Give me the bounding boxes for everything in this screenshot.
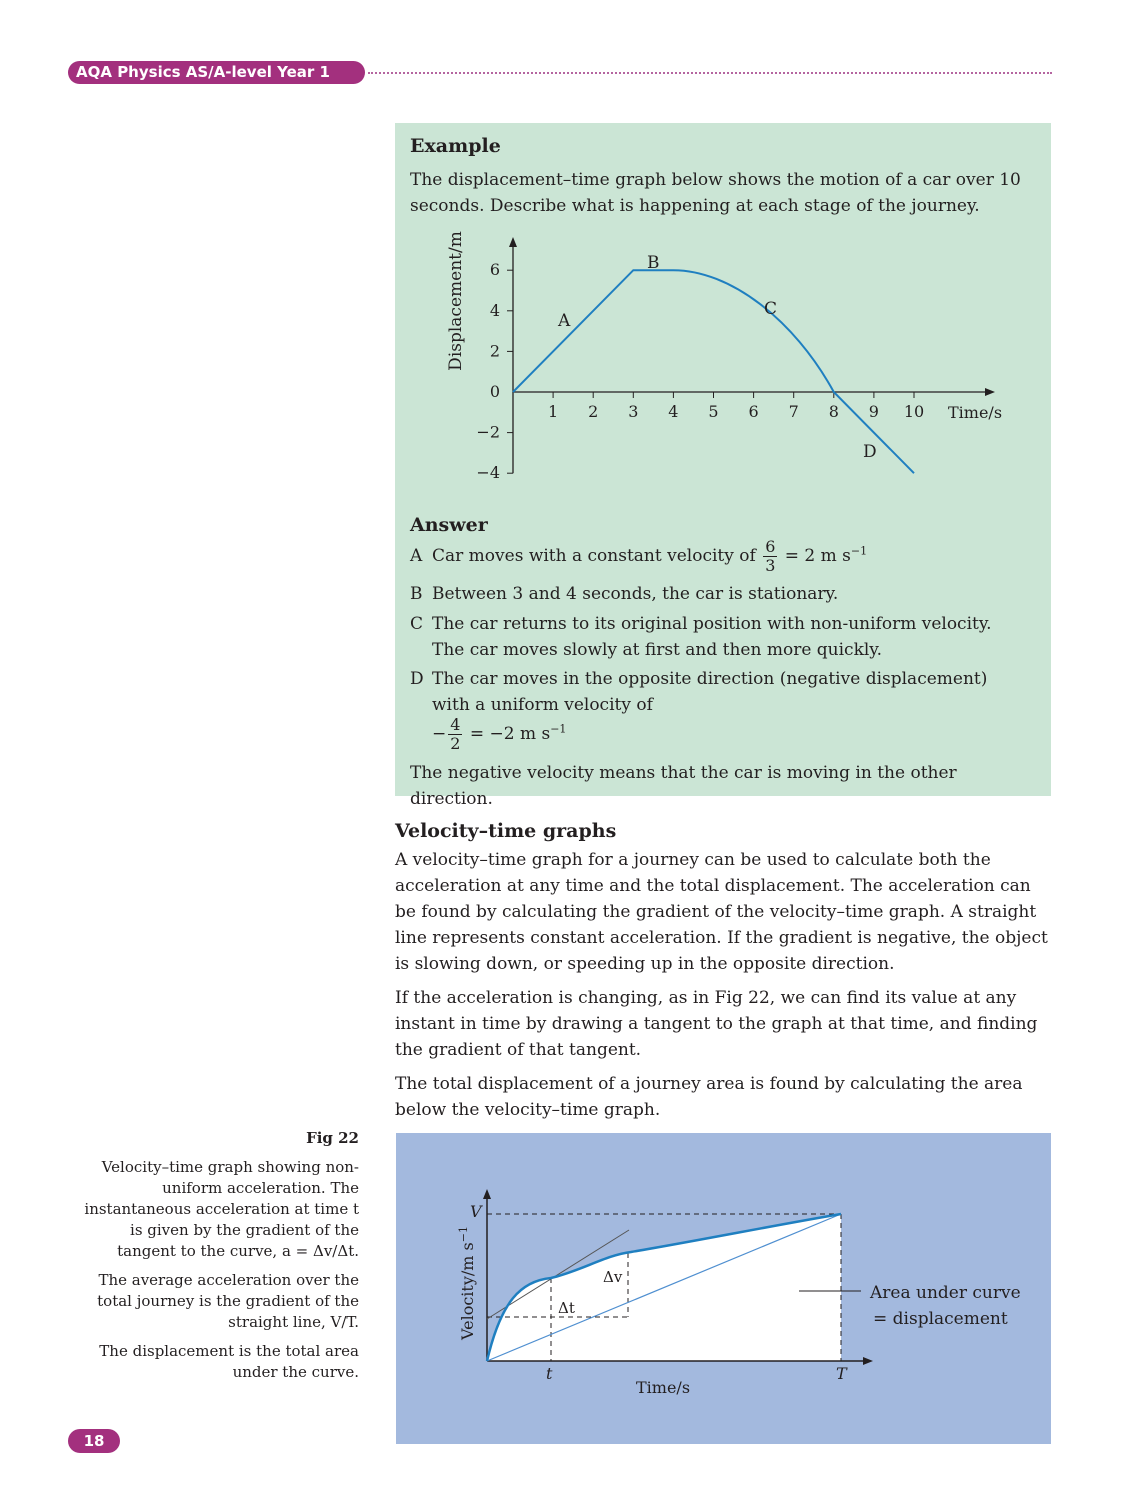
graph1-x-tick-label: 1	[548, 402, 559, 421]
answer-d-text2: with a uniform velocity of	[432, 695, 653, 715]
figure-22-box	[396, 1133, 1051, 1444]
graph1-y-arrow	[509, 237, 517, 247]
graph1-label-b: B	[647, 253, 660, 273]
x-axis-arrow	[863, 1357, 873, 1365]
answer-title: Answer	[410, 514, 488, 536]
answer-conclusion: The negative velocity means that the car is moving in the other direction.	[410, 763, 957, 809]
answer-a-denominator: 3	[765, 556, 776, 575]
graph1-label-a: A	[558, 311, 571, 331]
answer-b-text: Between 3 and 4 seconds, the car is stationary.	[432, 584, 839, 604]
answer-c-text2: The car moves slowly at first and then more quickly.	[432, 640, 883, 660]
y-axis-arrow	[483, 1189, 491, 1199]
graph1-label-d: D	[863, 442, 877, 462]
graph1-x-arrow	[985, 388, 995, 396]
graph1-x-tick-label: 9	[868, 402, 879, 421]
t-small-label: t	[546, 1364, 553, 1383]
graph1-x-tick-label: 8	[828, 402, 839, 421]
answer-a-fraction	[763, 538, 777, 575]
figure-caption-1: Velocity–time graph showing non-uniform acceleration. The instantaneous acceleration at time t is given by the gradient of the tangent to the curve, a = Δv/Δt.	[84, 1158, 359, 1260]
section-paragraph-3: The total displacement of a journey area is found by calculating the area below the velocity–time graph.	[395, 1074, 1023, 1120]
answer-a-numerator: 6	[765, 537, 776, 556]
answer-c	[410, 611, 1040, 663]
y-axis-label-exponent: −1	[457, 1226, 470, 1243]
book-title-tab: AQA Physics AS/A-level Year 1	[68, 61, 365, 84]
graph1-x-tick-label: 3	[628, 402, 639, 421]
graph1-xlabel: Time/s	[948, 403, 1003, 422]
example-title: Example	[410, 135, 501, 157]
answer-d-exponent: −1	[550, 722, 567, 736]
graph1-y-tick-label: 4	[489, 300, 500, 320]
answer-d-equation	[410, 716, 1040, 753]
answer-a-result: = 2 m s	[784, 546, 851, 566]
graph1-x-tick-label: 10	[903, 402, 925, 421]
graph1-x-tick-label: 2	[588, 402, 599, 421]
x-axis-label: Time/s	[636, 1378, 691, 1397]
section-heading: Velocity–time graphs	[395, 820, 617, 842]
answer-a-exponent: −1	[850, 544, 868, 558]
answer-a-letter: A	[410, 546, 423, 566]
figure-label: Fig 22	[306, 1129, 359, 1147]
answer-c-letter: C	[410, 614, 424, 634]
graph1-axes	[509, 237, 995, 473]
figure-caption	[80, 1128, 359, 1391]
answer-c-text1: The car returns to its original position with non-uniform velocity.	[432, 614, 992, 634]
answer-d-sign: −	[432, 724, 447, 744]
t-capital-label: T	[836, 1364, 847, 1383]
graph1-y-tick-label: −2	[476, 422, 500, 442]
page-number: 18	[68, 1429, 120, 1453]
graph1-y-tick-label: 2	[489, 341, 500, 361]
example-prompt: The displacement–time graph below shows the motion of a car over 10 seconds. Describe what is happening at each stage of the journey.	[410, 170, 1021, 216]
graph1-x-tick-label: 7	[788, 402, 799, 421]
figure-caption-3: The displacement is the total area under the curve.	[99, 1342, 359, 1381]
answer-d	[410, 666, 1040, 753]
velocity-time-graph	[396, 1133, 1051, 1444]
section-paragraph-2: If the acceleration is changing, as in Fig 22, we can find its value at any instant in time by drawing a tangent to the graph at that time, and finding the gradient of that tangent.	[395, 988, 1038, 1060]
graph1-y-tick-label: −4	[476, 463, 500, 483]
graph1-y-tick-label: 6	[489, 260, 500, 280]
graph1-ticks	[476, 260, 924, 482]
graph1-x-tick-label: 4	[668, 402, 679, 421]
answer-d-text1: The car moves in the opposite direction (negative displacement)	[432, 669, 988, 689]
answer-d-letter: D	[410, 669, 424, 689]
graph1-label-c: C	[764, 299, 778, 319]
graph1-x-tick-label: 5	[708, 402, 719, 421]
graph1-y-tick-label: 0	[489, 382, 500, 401]
answer-a-text: Car moves with a constant velocity of	[432, 546, 756, 566]
area-label-line1: Area under curve	[870, 1283, 1021, 1303]
graph1-ylabel: Displacement/m	[446, 231, 466, 371]
y-axis-label	[457, 1226, 477, 1341]
section-paragraph-1: A velocity–time graph for a journey can be used to calculate both the acceleration at any time and the total displacement. The acceleration can be found by calculating the gradient of the velocity–time graph. A straight line represents constant acceleration. If the gradient is negative, the object is slowing down, or speeding up in the opposite direction.	[395, 850, 1048, 974]
answer-d-result: = −2 m s	[469, 724, 551, 744]
v-label: V	[470, 1202, 482, 1221]
header-dotted-rule	[368, 72, 1052, 74]
area-label-line2: = displacement	[873, 1309, 1008, 1329]
figure-caption-2: The average acceleration over the total journey is the gradient of the straight line, V/T.	[97, 1271, 359, 1331]
answer-a	[410, 538, 1040, 575]
answer-b	[410, 581, 1040, 607]
displacement-time-graph	[395, 223, 1051, 503]
answer-d-fraction	[448, 716, 462, 753]
answer-d-denominator: 2	[450, 734, 461, 753]
answer-b-letter: B	[410, 584, 423, 604]
example-box	[395, 123, 1051, 809]
dv-label: Δv	[603, 1268, 623, 1286]
y-axis-label-text: Velocity/m s	[458, 1242, 477, 1340]
graph1-series-line	[513, 270, 914, 473]
graph1-x-tick-label: 6	[748, 402, 759, 421]
answer-d-numerator: 4	[450, 715, 461, 734]
dt-label: Δt	[558, 1299, 575, 1317]
